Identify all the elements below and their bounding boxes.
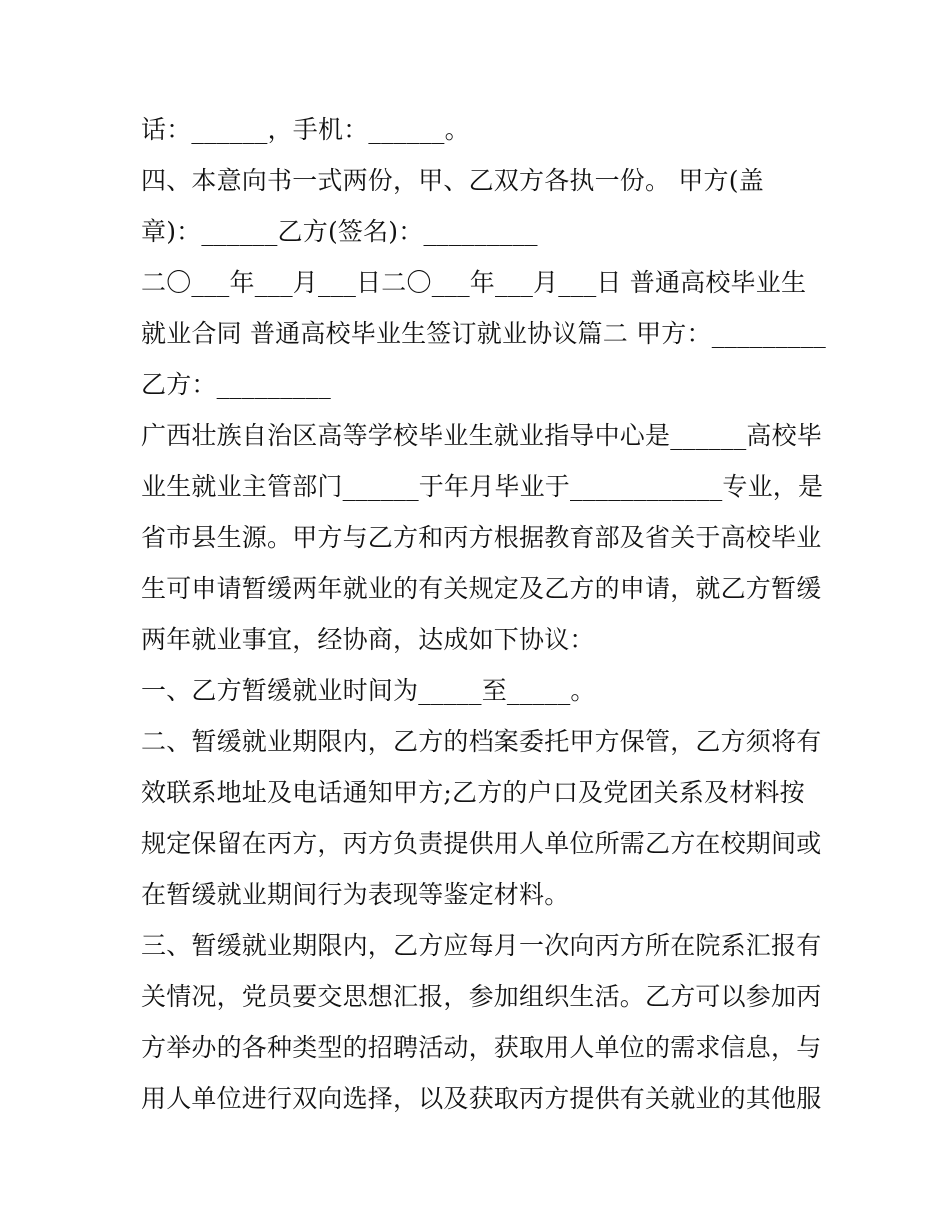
text-line: 在暂缓就业期间行为表现等鉴定材料。 — [141, 880, 570, 909]
text-line: 话：______，手机：______。 — [141, 115, 470, 144]
text-line: 规定保留在丙方，丙方负责提供用人单位所需乙方在校期间或 — [141, 829, 822, 858]
text-line: 方举办的各种类型的招聘活动，获取用人单位的需求信息，与 — [141, 1033, 822, 1062]
text-line: 两年就业事宜，经协商，达成如下协议： — [141, 625, 595, 654]
text-line: 四、本意向书一式两份，甲、乙双方各执一份。 甲方(盖 — [141, 166, 764, 195]
text-line: 就业合同 普通高校毕业生签订就业协议篇二 甲方：_________ — [141, 319, 826, 348]
text-line: 关情况，党员要交思想汇报，参加组织生活。乙方可以参加丙 — [141, 982, 822, 1011]
text-line: 省市县生源。甲方与乙方和丙方根据教育部及省关于高校毕业 — [141, 523, 822, 552]
text-line: 二、暂缓就业期限内，乙方的档案委托甲方保管，乙方须将有 — [141, 727, 822, 756]
text-line: 乙方：_________ — [141, 370, 331, 399]
text-line: 业生就业主管部门______于年月毕业于____________专业，是 — [141, 472, 824, 501]
text-line: 一、乙方暂缓就业时间为_____至_____。 — [141, 676, 596, 705]
text-line: 用人单位进行双向选择，以及获取丙方提供有关就业的其他服 — [141, 1084, 822, 1113]
text-line: 生可申请暂缓两年就业的有关规定及乙方的申请，就乙方暂缓 — [141, 574, 822, 603]
text-line: 效联系地址及电话通知甲方;乙方的户口及党团关系及材料按 — [141, 778, 805, 807]
text-line: 三、暂缓就业期限内，乙方应每月一次向丙方所在院系汇报有 — [141, 931, 822, 960]
text-line: 广西壮族自治区高等学校毕业生就业指导中心是______高校毕 — [141, 421, 823, 450]
text-line: 二〇___年___月___日二〇___年___月___日 普通高校毕业生 — [141, 268, 807, 297]
text-line: 章)：______乙方(签名)：_________ — [141, 217, 538, 246]
